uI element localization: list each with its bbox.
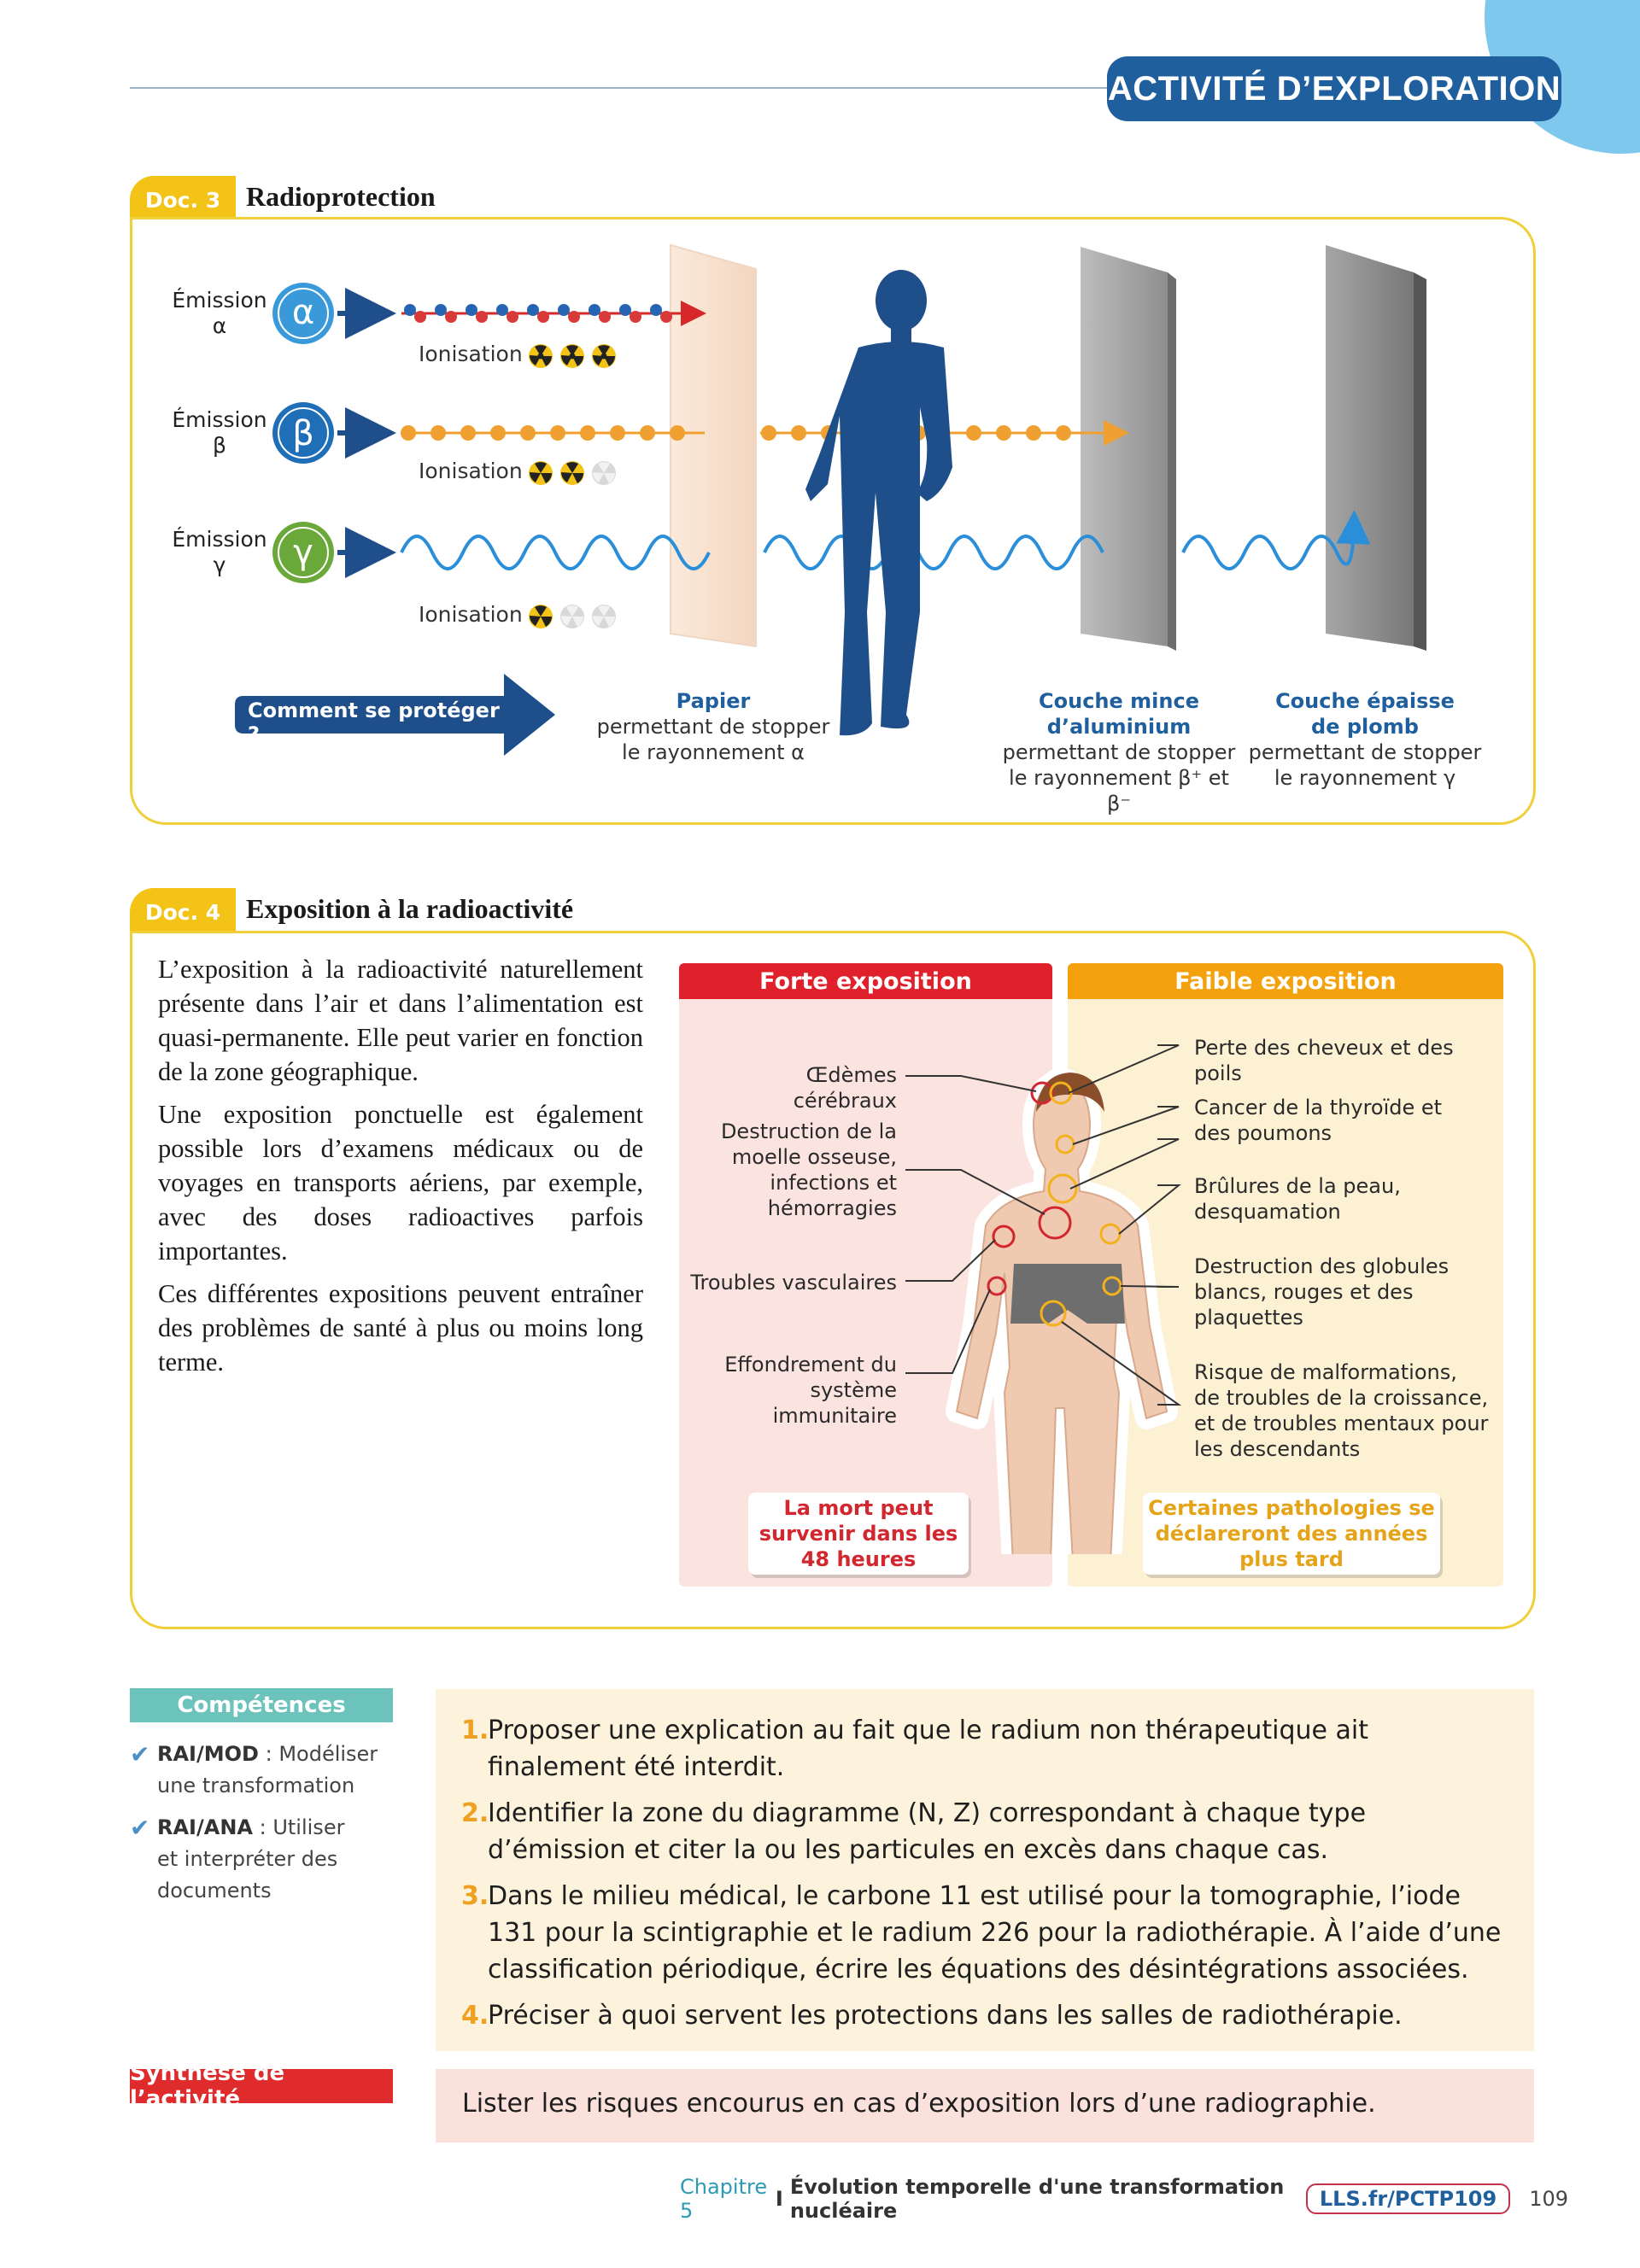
effect-immune-collapse: Effondrement du système immunitaire [724,1353,897,1428]
gamma-wave [401,527,1354,569]
gamma-ionisation-label: Ionisation [419,602,523,627]
paper-caption: Papier permettant de stopper le rayonnement α [596,689,830,764]
check-icon: ✔ [130,1740,150,1768]
gamma-emission-label: Émission γ [172,527,267,577]
effect-skin-burns: Brûlures de la peau, desquamation [1194,1174,1401,1224]
doc4-badge: Doc. 4 [130,888,236,936]
effect-malformations: Risque de malformations, de troubles de la croissance, et de troubles mentaux pour les descendants [1194,1360,1489,1461]
effect-blood-cells: Destruction des globules blancs, rouges et des plaquettes [1194,1254,1450,1330]
doc3-title: Radioprotection [246,181,436,212]
question-4: 4. Préciser à quoi servent les protections dans les salles de radiothérapie. [461,2001,1403,2031]
synthese-text: Lister les risques encourus en cas d’exposition lors d’une radiographie. [462,2089,1376,2119]
human-silhouette [805,270,952,735]
strong-callout: La mort peut survenir dans les 48 heures [748,1493,969,1575]
footer [680,2175,1568,2223]
gamma-icon [272,522,334,583]
svg-text:β: β [292,414,314,453]
ionisation-beta-icons [529,461,616,485]
effect-cerebral-edema: Œdèmes cérébraux [793,1063,897,1113]
footer-separator: I [775,2187,783,2211]
paper-shield [671,245,756,646]
ionisation-gamma-icons [529,605,616,628]
ionisation-alpha-icons [529,344,616,368]
beta-ionisation-label: Ionisation [419,459,523,483]
effect-vascular: Troubles vasculaires [690,1271,897,1295]
effect-hair-loss: Perte des cheveux et des poils [1194,1036,1454,1085]
doc4-paragraph: Ces différentes expositions peuvent entraîner des problèmes de santé à plus ou moins long terme. [158,1279,643,1377]
question-2: 2. Identifier la zone du diagramme (N, Z) correspondant à chaque type d’émission et citer la ou les particules en excès dans chaque cas. [461,1798,1367,1865]
alpha-ionisation-label: Ionisation [419,342,523,366]
question-3: 3. Dans le milieu médical, le carbone 11 est utilisé pour la tomographie, l’iode 131 pour la scintigraphie et le radium 226 pour la radiothérapie. À l’aide d’une classification périodique, écrire les équations des désintégrations associées. [461,1881,1502,1984]
alpha-emission-label: Émission α [172,288,267,338]
doc4-title: Exposition à la radioactivité [246,893,574,924]
beta-icon [272,402,334,464]
svg-text:γ: γ [293,533,313,572]
protect-question: Comment se protéger ? [248,699,500,746]
strong-exposure-head: Forte exposition [679,963,1052,999]
lead-caption: Couche épaisse de plomb permettant de stopper le rayonnement γ [1248,689,1482,790]
effect-bone-marrow: Destruction de la moelle osseuse, infections et hémorragies [720,1119,897,1220]
header-rule [130,87,1112,89]
page-number: 109 [1529,2187,1568,2211]
competence-item: ✔ RAI/MOD : Modéliser une transformation [130,1740,378,1797]
beta-emission-label: Émission β [172,407,267,458]
lead-shield [1326,245,1426,651]
beta-particles [401,425,1119,441]
activity-label: ACTIVITÉ D’EXPLORATION [1107,56,1561,121]
question-1: 1. Proposer une explication au fait que le radium non thérapeutique ait finalement été interdit. [461,1716,1369,1782]
footer-link[interactable]: LLS.fr/PCTP109 [1306,2183,1510,2214]
doc4-text [158,952,643,1388]
synthese-head: Synthèse de l’activité [130,2069,393,2103]
alpha-particles [401,304,696,323]
doc3-badge: Doc. 3 [130,176,236,224]
aluminium-caption: Couche mince d’aluminium permettant de stopper le rayonnement β⁺ et β⁻ [1002,689,1236,815]
effect-thyroid-cancer: Cancer de la thyroïde et des poumons [1194,1096,1443,1145]
alpha-icon [272,283,334,344]
body-figure [957,1073,1167,1554]
svg-text:α: α [291,293,315,332]
footer-chapter: Chapitre 5 [680,2175,768,2223]
doc4-paragraph: L’exposition à la radioactivité naturellement présente dans l’air et dans l’alimentation est quasi-permanente. Elle peut varier en fonction de la zone géographique. [158,955,643,1086]
weak-exposure-head: Faible exposition [1068,963,1503,999]
doc4-paragraph: Une exposition ponctuelle est également possible lors d’examens médicaux ou de voyages en transports aériens, par exemple, avec des doses radioactives parfois importantes. [158,1100,643,1266]
aluminium-shield [1081,247,1176,651]
footer-chapter-title: Évolution temporelle d'une transformation nucléaire [789,2175,1285,2223]
competences-head: Compétences [130,1688,393,1722]
competence-item: ✔ RAI/ANA : Utiliser et interpréter des documents [130,1814,345,1903]
weak-callout: Certaines pathologies se déclareront des années plus tard [1143,1493,1440,1575]
check-icon: ✔ [130,1814,150,1842]
